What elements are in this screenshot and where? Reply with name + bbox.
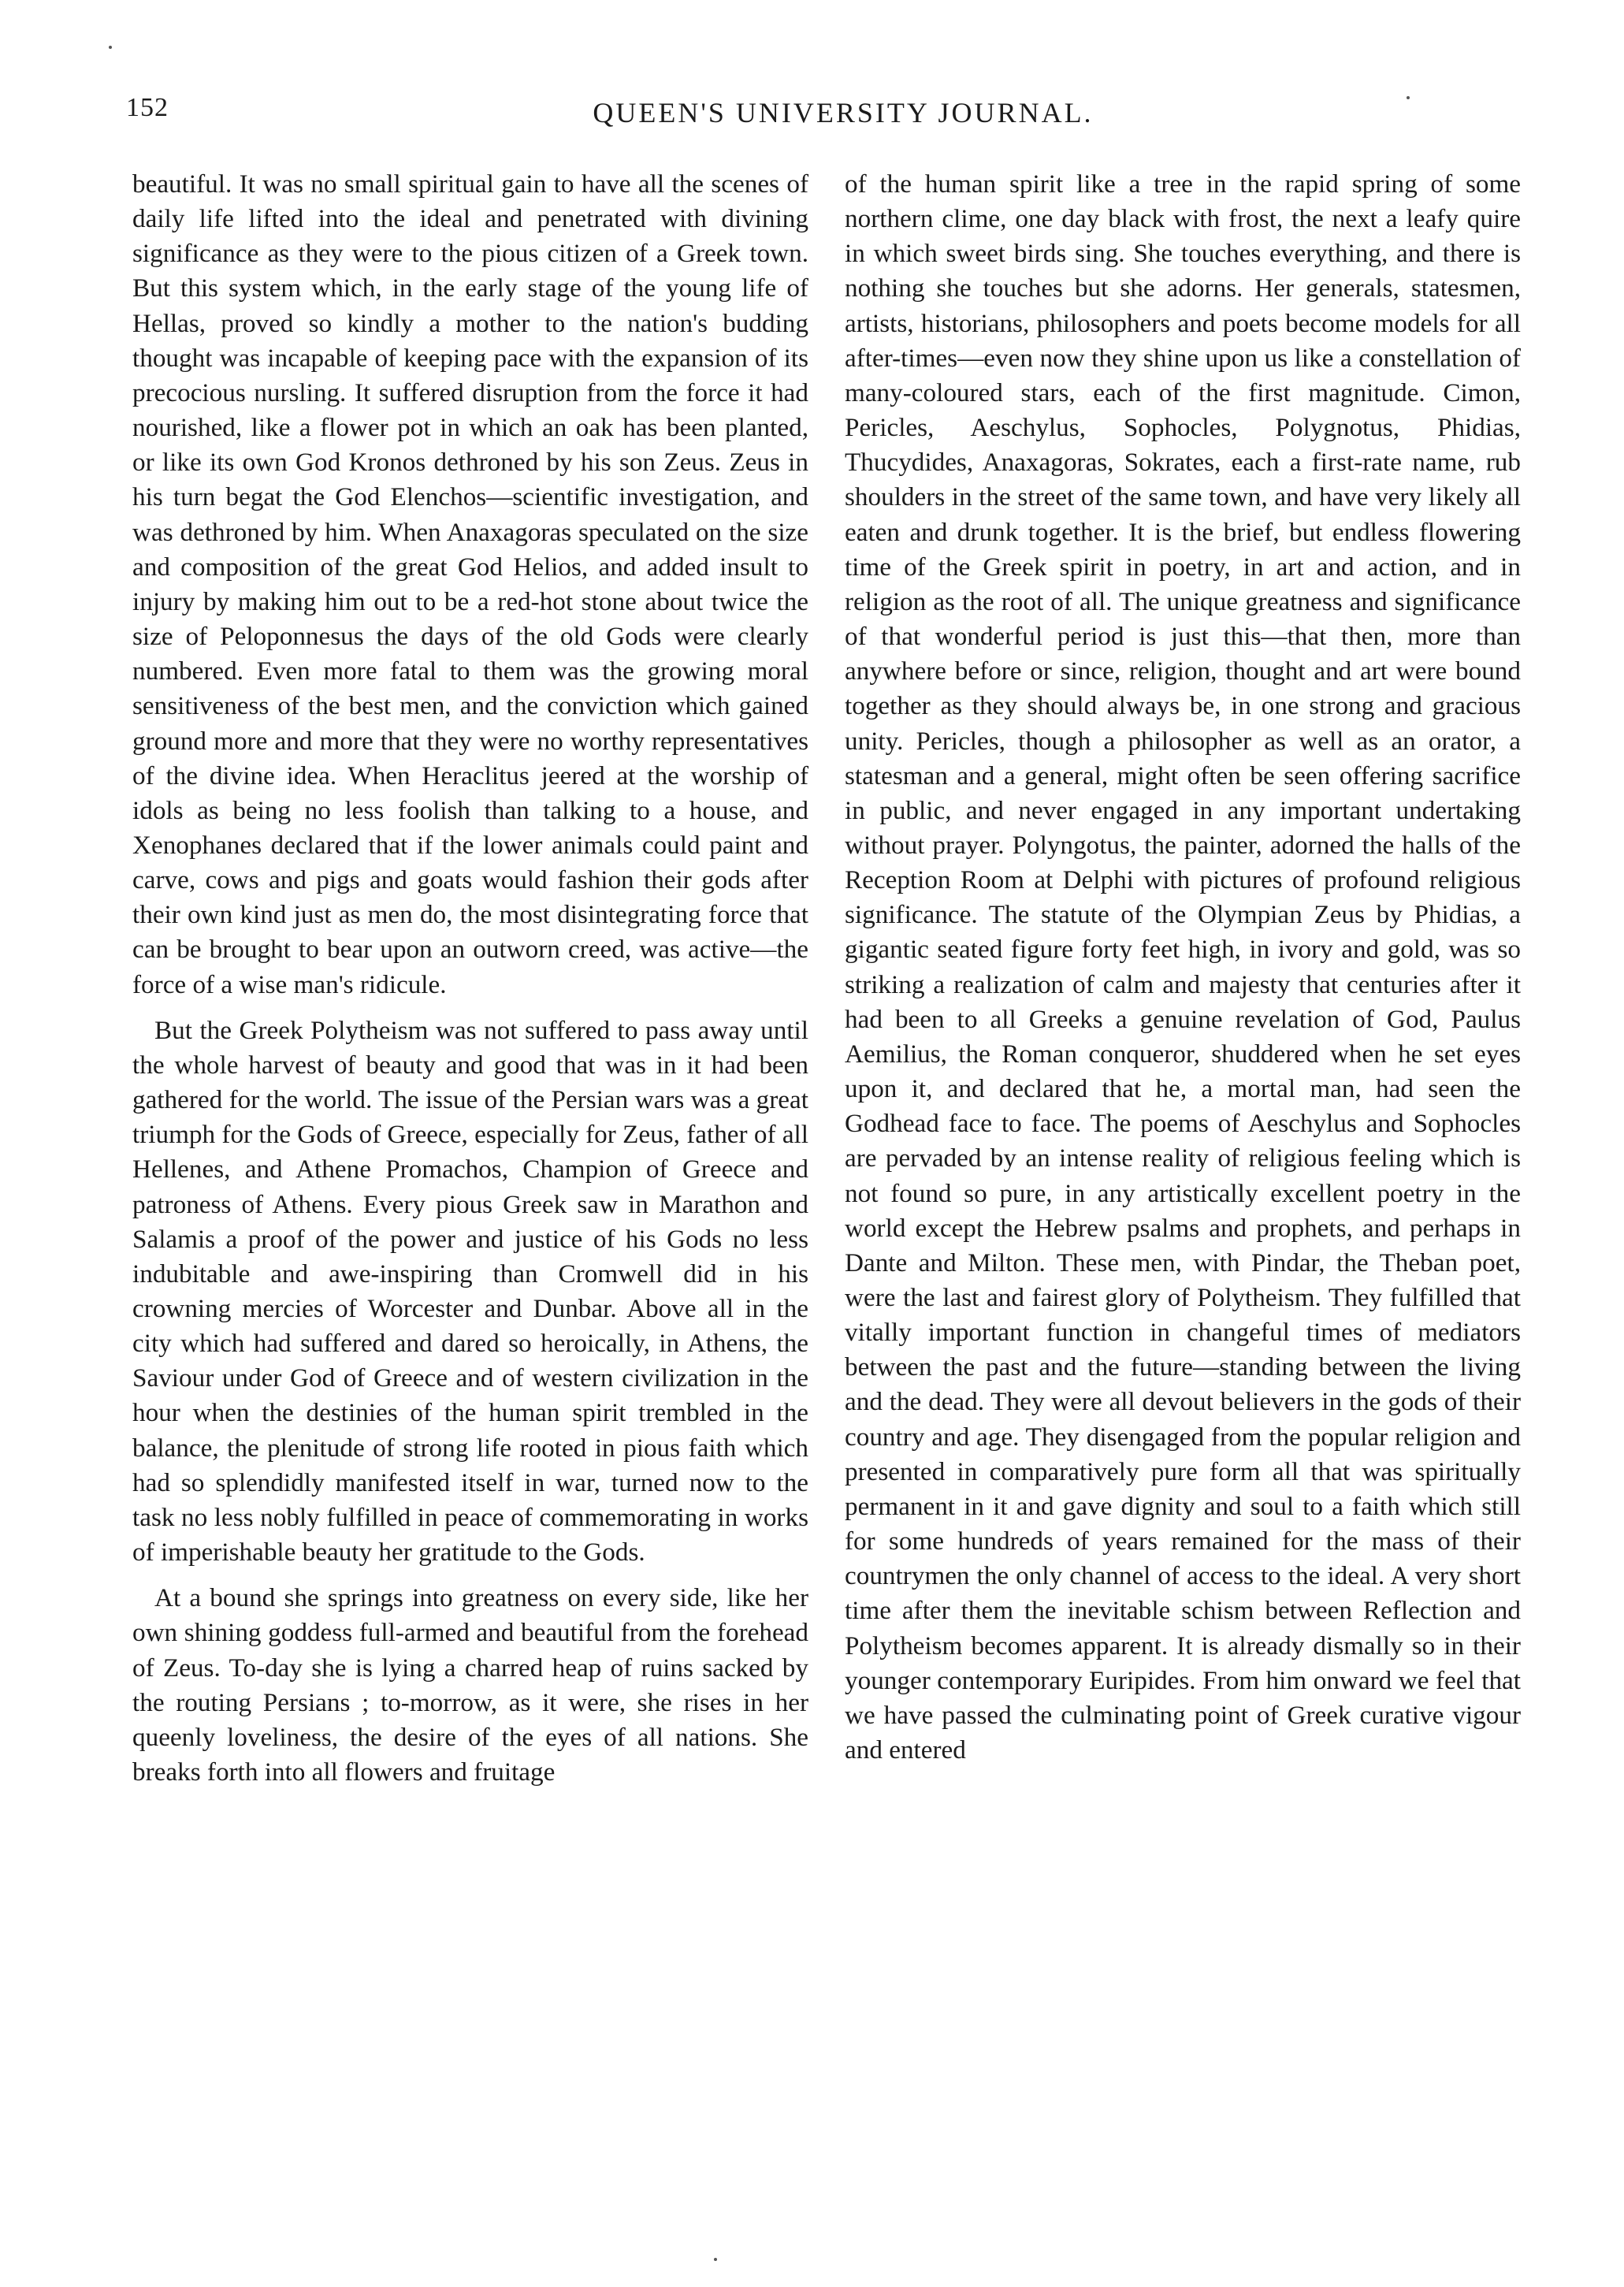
paragraph: beautiful. It was no small spiritual gain to have all the scenes of daily life lifted into the ideal and penetrated with divining significance as they were to the pious citizen of a Greek town. But this system which, in the early stage of the young life of Hellas, proved so kindly a mother to the nation's budding thought was incapable of keeping pace with the expansion of its precocious nursling. It suffered disruption from the force it had nourished, like a flower pot in which an oak has been planted, or like its own God Kronos dethroned by his son Zeus. Zeus in his turn begat the God Elenchos—scientific investigation, and was dethroned by him. When Anaxagoras speculated on the size and composition of the great God Helios, and added insult to injury by making him out to be a red-hot stone about twice the size of Peloponnesus the days of the old Gods were clearly numbered. Even more fatal to them was the growing moral sensitiveness of the best men, and the conviction which gained ground more and more that they were no worthy representatives of the divine idea. When Heraclitus jeered at the worship of idols as being no less foolish than talking to a house, and Xenophanes declared that if the lower animals could paint and carve, cows and pigs and goats would fashion their gods after their own kind just as men do, the most disintegrating force that can be brought to bear upon an outworn creed, was active—the force of a wise man's ridicule. [132, 169, 808, 999]
scan-speck [109, 46, 112, 49]
running-head: QUEEN'S UNIVERSITY JOURNAL. [593, 97, 1094, 128]
left-column [132, 167, 808, 1790]
paragraph: of the human spirit like a tree in the rapid spring of some northern clime, one day black with frost, the next a leafy quire in which sweet birds sing. She touches everything, and there is nothing she touches but she adorns. Her generals, statesmen, artists, historians, philosophers and poets become models for all after-times—even now they shine upon us like a constellation of many-coloured stars, each of the first magnitude. Cimon, Pericles, Aeschylus, Sophocles, Polygnotus, Phidias, Thucydides, Anaxagoras, Sokrates, each a first-rate name, rub shoulders in the street of the same town, and have very likely all eaten and drunk together. It is the brief, but endless flowering time of the Greek spirit in poetry, in art and action, and in religion as the root of all. The unique greatness and significance of that wonderful period is just this—that then, more than anywhere before or since, religion, thought and art were bound together as they should always be, in one strong and gracious unity. Pericles, though a philosopher as well as an orator, a statesman and a general, might often be seen offering sacrifice in public, and never engaged in any important undertaking without prayer. Polyngotus, the painter, adorned the halls of the Reception Room at Delphi with pictures of profound religious significance. The statute of the Olympian Zeus by Phidias, a gigantic seated figure forty feet high, in ivory and gold, was so striking a realization of calm and majesty that centuries after it had been to all Greeks a genuine revelation of God, Paulus Aemilius, the Roman conqueror, shuddered when he set eyes upon it, and declared that he, a mortal man, had seen the Godhead face to face. The poems of Aeschylus and Sophocles are pervaded by an intense reality of religious feeling which is not found so pure, in any artistically excellent poetry in the world except the Hebrew psalms and prophets, and perhaps in Dante and Milton. These men, with Pindar, the Theban poet, were the last and fairest glory of Polytheism. They fulfilled that vitally important function in changeful times of mediators between the past and the future—standing between the living and the dead. They were all devout believers in the gods of their country and age. They disengaged from the popular religion and presented in comparatively pure form all that was spiritually permanent in it and gave dignity and soul to a faith which still for some hundreds of years remained for the mass of their countrymen the only channel of access to the ideal. A very short time after them the inevitable schism between Reflection and Polytheism becomes apparent. It is already dismally so in their younger contemporary Euripides. From him onward we feel that we have passed the culminating point of Greek curative vigour and entered [845, 169, 1521, 1765]
paragraph: At a bound she springs into greatness on every side, like her own shining goddess full-armed and beautiful from the forehead of Zeus. To-day she is lying a charred heap of ruins sacked by the routing Persians ; to-morrow, as it were, she rises in her queenly loveliness, the desire of the eyes of all nations. She breaks forth into all flowers and fruitage [132, 1583, 808, 1787]
page-number: 152 [126, 93, 169, 122]
scan-speck [714, 2258, 717, 2261]
scan-speck [1407, 96, 1410, 99]
right-column [845, 167, 1521, 1768]
paragraph: But the Greek Polytheism was not suffered to pass away until the whole harvest of beauty and good that was in it had been gathered for the world. The issue of the Persian wars was a great triumph for the Gods of Greece, especially for Zeus, father of all Hellenes, and Athene Promachos, Champion of Greece and patroness of Athens. Every pious Greek saw in Marathon and Salamis a proof of the power and justice of his Gods no less indubitable and awe-inspiring than Cromwell did in his crowning mercies of Worcester and Dunbar. Above all in the city which had suffered and dared so heroically, in Athens, the Saviour under God of Greece and of western civilization in the hour when the destinies of the human spirit trembled in the balance, the plenitude of strong life rooted in pious faith which had so splendidly manifested itself in war, turned now to the task no less nobly fulfilled in peace of commemorating in works of imperishable beauty her gratitude to the Gods. [132, 1015, 808, 1567]
